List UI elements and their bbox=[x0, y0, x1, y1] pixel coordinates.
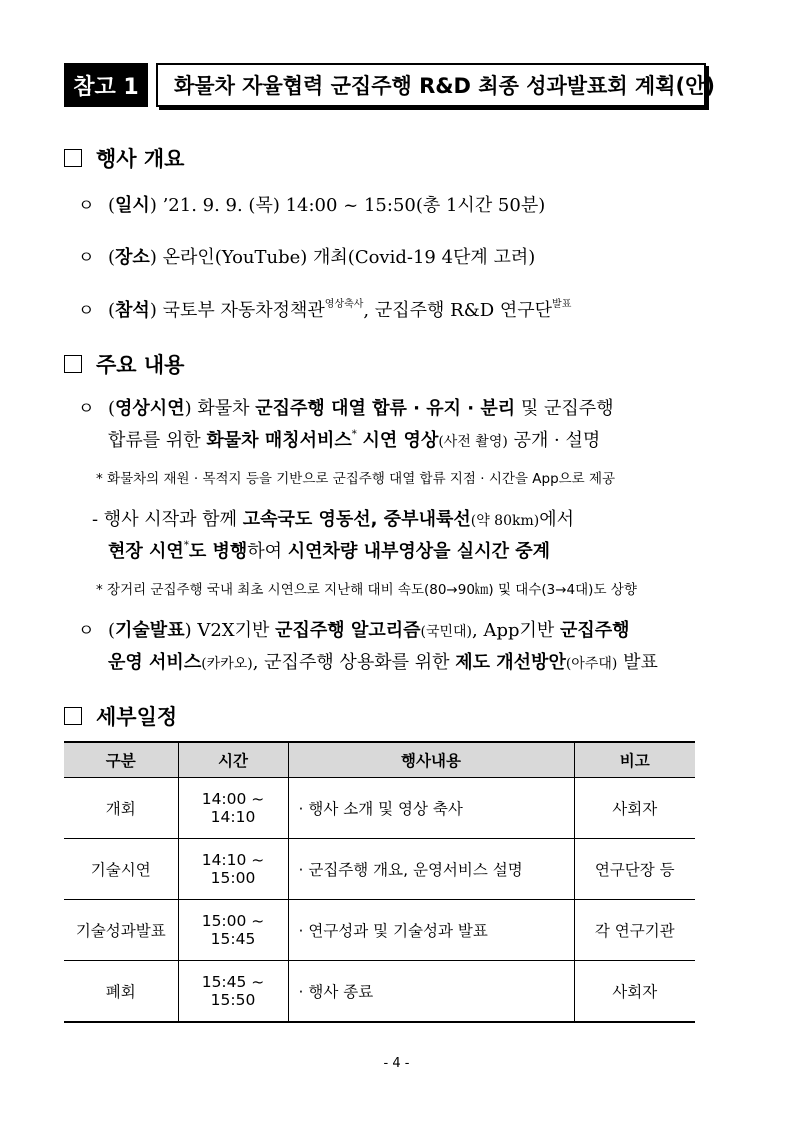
section-schedule-title: 세부일정 bbox=[96, 705, 178, 729]
cell-time: 15:00 ~ 15:45 bbox=[178, 900, 288, 961]
dash-bold-4: 시연차량 내부영상을 실시간 중계 bbox=[287, 541, 551, 562]
video-label: 영상시연 bbox=[115, 398, 185, 419]
overview-place: ㅇ (장소) 온라인(YouTube) 개최(Covid-19 4단계 고려) bbox=[78, 243, 535, 269]
place-text: 온라인(YouTube) 개최(Covid-19 4단계 고려) bbox=[162, 247, 536, 268]
cell-time: 14:10 ~ 15:00 bbox=[178, 839, 288, 900]
tech-text-2: , App기반 bbox=[472, 620, 555, 641]
square-bullet-icon bbox=[64, 355, 82, 373]
page-number: - 4 - bbox=[383, 1056, 410, 1071]
content-tech-line2 bbox=[108, 648, 658, 674]
video-small: (사전 촬영) bbox=[438, 434, 508, 450]
tech-label: 기술발표 bbox=[115, 620, 185, 641]
cell-category: 개회 bbox=[64, 778, 178, 839]
video-text-3: 합류를 위한 bbox=[108, 430, 201, 451]
section-content-title: 주요 내용 bbox=[96, 353, 185, 377]
dash-bold-3: 도 병행 bbox=[188, 541, 248, 562]
table-row bbox=[64, 961, 695, 1023]
tech-small-3: (아주대) bbox=[565, 656, 618, 672]
header-note: 비고 bbox=[574, 742, 695, 778]
table-header-row bbox=[64, 742, 695, 778]
circle-bullet-icon: ㅇ bbox=[78, 621, 95, 641]
table-row bbox=[64, 778, 695, 839]
content-video-line2 bbox=[108, 426, 600, 452]
video-text-4: 공개 · 설명 bbox=[513, 430, 601, 451]
note-1: * 화물차의 재원 · 목적지 등을 기반으로 군집주행 대열 합류 지점 · 시간을 App으로 제공 bbox=[96, 471, 616, 487]
content-video-line1: ㅇ (영상시연) 화물차 군집주행 대열 합류 · 유지 · 분리 및 군집주행 bbox=[78, 394, 614, 420]
section-schedule bbox=[64, 701, 177, 731]
video-text-2: 및 군집주행 bbox=[520, 398, 614, 419]
header-category: 구분 bbox=[64, 742, 178, 778]
tech-bold-3: 운영 서비스 bbox=[108, 652, 202, 673]
square-bullet-icon bbox=[64, 149, 82, 167]
overview-date: ㅇ (일시) ’21. 9. 9. (목) 14:00 ~ 15:50(총 1시간 50분) bbox=[78, 191, 545, 217]
circle-bullet-icon: ㅇ bbox=[78, 399, 95, 419]
table-row bbox=[64, 839, 695, 900]
dash-bold-1: 고속국도 영동선, 중부내륙선 bbox=[242, 509, 471, 530]
cell-activity: · 행사 소개 및 영상 축사 bbox=[288, 778, 574, 839]
cell-note: 사회자 bbox=[574, 778, 695, 839]
video-sup: * bbox=[351, 429, 357, 440]
attend-sup-1: 영상축사 bbox=[324, 299, 364, 310]
cell-activity: · 연구성과 및 기술성과 발표 bbox=[288, 900, 574, 961]
circle-bullet-icon: ㅇ bbox=[78, 248, 95, 268]
tech-small-1: (국민대) bbox=[420, 624, 472, 640]
cell-category: 기술성과발표 bbox=[64, 900, 178, 961]
video-bold-2: 화물차 매칭서비스 bbox=[206, 430, 352, 451]
section-overview-title: 행사 개요 bbox=[96, 147, 185, 171]
tech-text-3: , 군집주행 상용화를 위한 bbox=[252, 652, 450, 673]
video-bold-1: 군집주행 대열 합류 · 유지 · 분리 bbox=[255, 398, 516, 419]
cell-note: 각 연구기관 bbox=[574, 900, 695, 961]
dash-text-3: 하여 bbox=[247, 541, 283, 562]
dash-sup: * bbox=[183, 540, 189, 551]
tech-bold-1: 군집주행 알고리즘 bbox=[275, 620, 421, 641]
date-text: ’21. 9. 9. (목) 14:00 ~ 15:50(총 1시간 50분) bbox=[162, 195, 546, 216]
dash-text-1: - 행사 시작과 함께 bbox=[92, 509, 237, 530]
table-row bbox=[64, 900, 695, 961]
square-bullet-icon bbox=[64, 707, 82, 725]
overview-attendees: ㅇ (참석) 국토부 자동차정책관$^{영상축사}$, 군집주행 R&D 연구단$^{발표}$ bbox=[78, 295, 571, 322]
tech-bold-4: 제도 개선방안 bbox=[455, 652, 566, 673]
cell-activity: · 행사 종료 bbox=[288, 961, 574, 1023]
tech-bold-2: 군집주행 bbox=[560, 620, 630, 641]
tech-small-2: (카카오) bbox=[201, 656, 253, 672]
note-2: * 장거리 군집주행 국내 최초 시연으로 지난해 대비 속도(80→90㎞) 및 대수(3→4대)도 상향 bbox=[96, 582, 637, 598]
reference-badge: 참고 1 bbox=[64, 63, 148, 107]
cell-activity: · 군집주행 개요, 운영서비스 설명 bbox=[288, 839, 574, 900]
section-overview bbox=[64, 143, 184, 173]
header-time: 시간 bbox=[178, 742, 288, 778]
header-activity: 행사내용 bbox=[288, 742, 574, 778]
schedule-table bbox=[64, 741, 695, 1023]
video-text-1: 화물차 bbox=[197, 398, 250, 419]
circle-bullet-icon: ㅇ bbox=[78, 301, 95, 321]
tech-text-1: V2X기반 bbox=[197, 620, 270, 641]
cell-time: 15:45 ~ 15:50 bbox=[178, 961, 288, 1023]
cell-note: 연구단장 등 bbox=[574, 839, 695, 900]
circle-bullet-icon: ㅇ bbox=[78, 196, 95, 216]
cell-category: 기술시연 bbox=[64, 839, 178, 900]
document-title: 화물차 자율협력 군집주행 R&D 최종 성과발표회 계획(안) bbox=[156, 63, 706, 107]
attend-sup-2: 발표 bbox=[552, 299, 572, 310]
attend-text-1: 국토부 자동차정책관 bbox=[162, 300, 325, 321]
dash-line2 bbox=[108, 537, 550, 563]
section-content bbox=[64, 349, 184, 379]
dash-line1 bbox=[92, 505, 574, 531]
title-bar bbox=[64, 63, 715, 107]
dash-text-2: 에서 bbox=[539, 509, 574, 530]
tech-text-4: 발표 bbox=[623, 652, 658, 673]
dash-bold-2: 현장 시연 bbox=[108, 541, 184, 562]
cell-category: 폐회 bbox=[64, 961, 178, 1023]
video-bold-3: 시연 영상 bbox=[362, 430, 439, 451]
cell-time: 14:00 ~ 14:10 bbox=[178, 778, 288, 839]
attend-label: 참석 bbox=[115, 300, 150, 321]
content-tech-line1: ㅇ (기술발표) V2X기반 군집주행 알고리즘(국민대), App기반 군집주행 bbox=[78, 616, 630, 642]
date-label: 일시 bbox=[115, 195, 150, 216]
cell-note: 사회자 bbox=[574, 961, 695, 1023]
attend-text-2: , 군집주행 R&D 연구단 bbox=[363, 300, 553, 321]
dash-small: (약 80km) bbox=[470, 513, 540, 529]
place-label: 장소 bbox=[115, 247, 150, 268]
